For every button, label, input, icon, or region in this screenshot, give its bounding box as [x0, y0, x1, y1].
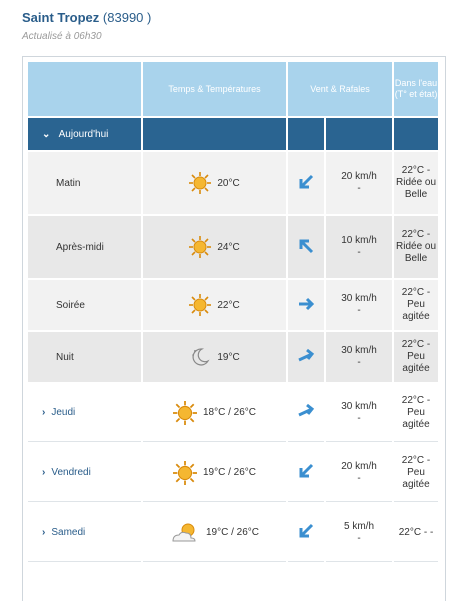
table-header	[28, 62, 438, 116]
day-row[interactable]	[28, 444, 438, 502]
day-gust: -	[357, 532, 361, 544]
part-temp: 24°C	[217, 241, 240, 253]
part-temp: 22°C	[217, 299, 240, 311]
part-water: 22°C - Peu agitée	[394, 280, 438, 330]
header-wind: Vent & Rafales	[288, 62, 392, 116]
part-label: Matin	[28, 152, 141, 214]
header-empty	[28, 62, 141, 116]
sun-icon	[173, 401, 197, 425]
arrow-up-right-icon	[297, 347, 315, 365]
day-label: Jeudi	[51, 407, 76, 418]
day-water: 22°C - Peu agitée	[394, 444, 438, 502]
part-gust: -	[357, 183, 361, 194]
day-row[interactable]	[28, 504, 438, 562]
sun-icon	[189, 236, 211, 258]
day-water: 22°C - -	[394, 504, 438, 562]
day-temp: 19°C / 26°C	[205, 527, 260, 538]
arrow-right-icon	[297, 295, 315, 313]
today-part-row	[28, 332, 438, 382]
part-wind: 30 km/h	[341, 293, 377, 304]
part-gust: -	[357, 357, 361, 368]
sun-cloud-icon	[170, 522, 200, 544]
part-gust: -	[357, 305, 361, 316]
today-part-row	[28, 280, 438, 330]
day-wind: 20 km/h	[341, 460, 377, 472]
arrow-up-left-icon	[297, 237, 315, 255]
day-wind: 5 km/h	[344, 520, 375, 532]
chevron-right-icon: ›	[42, 467, 46, 478]
day-label: Samedi	[51, 527, 86, 538]
moon-icon	[189, 346, 211, 368]
part-wind: 10 km/h	[341, 235, 377, 246]
forecast-table	[28, 62, 438, 564]
sun-icon	[189, 172, 211, 194]
day-water: 22°C - Peu agitée	[394, 384, 438, 442]
part-water: 22°C - Peu agitée	[394, 332, 438, 382]
today-row[interactable]	[28, 118, 438, 150]
today-label: Aujourd'hui	[58, 128, 109, 140]
day-wind: 30 km/h	[341, 400, 377, 412]
part-label: Après-midi	[28, 216, 141, 278]
chevron-right-icon: ›	[42, 407, 46, 418]
arrow-up-right-icon	[297, 402, 315, 420]
forecast-table-wrap	[28, 62, 438, 600]
day-temp: 19°C / 26°C	[202, 467, 257, 478]
part-water: 22°C - Ridée ou Belle	[394, 216, 438, 278]
chevron-right-icon: ›	[42, 527, 46, 538]
day-row[interactable]	[28, 384, 438, 442]
part-wind: 20 km/h	[341, 171, 377, 182]
day-gust: -	[357, 412, 361, 424]
postal-code: (83990 )	[102, 10, 152, 25]
sun-icon	[173, 461, 197, 485]
chevron-down-icon: ⌄	[42, 128, 51, 140]
part-label: Soirée	[28, 280, 141, 330]
arrow-down-left-icon	[297, 462, 315, 480]
day-temp: 18°C / 26°C	[202, 407, 257, 418]
updated-time: Actualisé à 06h30	[22, 31, 102, 42]
part-temp: 20°C	[217, 177, 240, 189]
part-water: 22°C - Ridée ou Belle	[394, 152, 438, 214]
arrow-down-left-icon	[297, 173, 315, 191]
page-title	[22, 10, 151, 25]
header-temp: Temps & Températures	[143, 62, 286, 116]
today-part-row	[28, 216, 438, 278]
part-gust: -	[357, 247, 361, 258]
day-gust: -	[357, 472, 361, 484]
today-part-row	[28, 152, 438, 214]
part-label: Nuit	[28, 332, 141, 382]
header-water: Dans l'eau (T° et état)	[394, 62, 438, 116]
part-temp: 19°C	[217, 351, 240, 363]
sun-icon	[189, 294, 211, 316]
arrow-down-left-icon	[297, 522, 315, 540]
part-wind: 30 km/h	[341, 345, 377, 356]
day-label: Vendredi	[51, 467, 91, 478]
city-name: Saint Tropez	[22, 10, 100, 25]
